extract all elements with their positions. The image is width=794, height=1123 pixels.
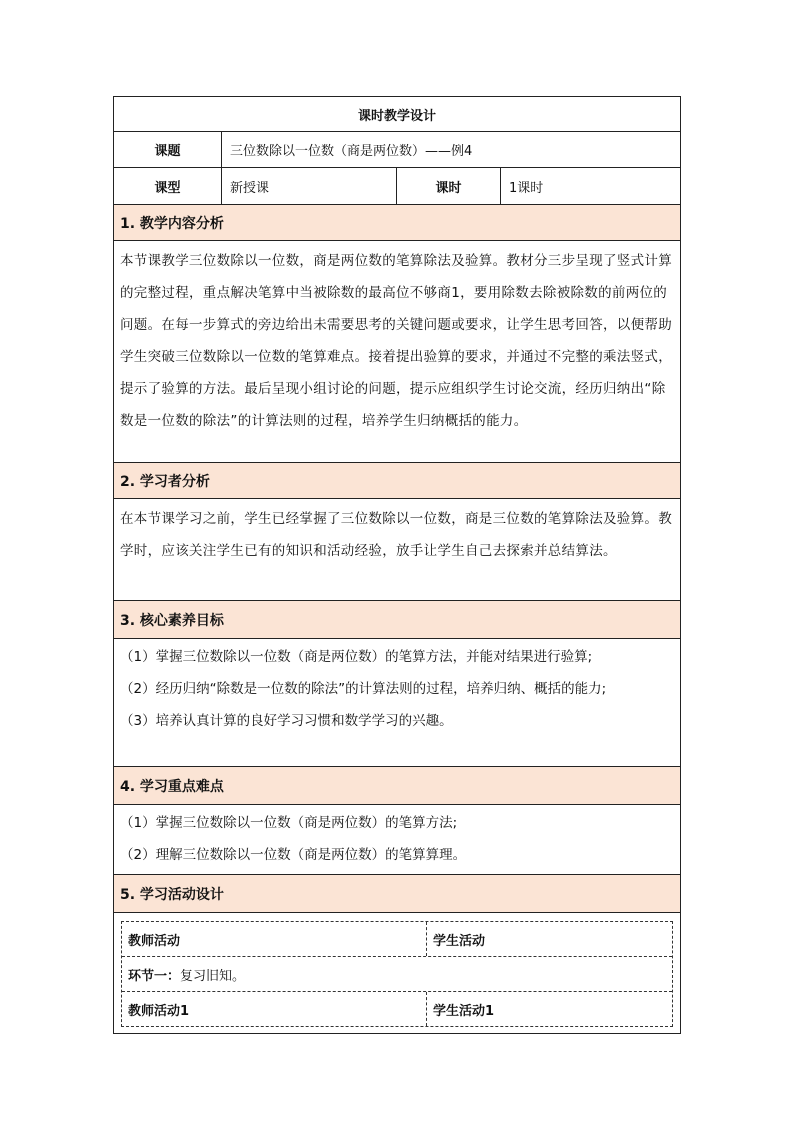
activity-row-1 <box>122 992 672 1026</box>
topic-row <box>114 132 680 168</box>
teacher-activity-header: 教师活动 <box>122 922 427 956</box>
step-cell <box>122 957 672 991</box>
goal-item: （2）经历归纳“除数是一位数的除法”的计算法则的过程，培养归纳、概括的能力; <box>120 681 607 697</box>
section-1-text <box>114 241 680 462</box>
section-body <box>114 639 680 767</box>
activity-row <box>114 913 680 1033</box>
section-1-heading: 1. 教学内容分析 <box>120 215 224 232</box>
section-4-list <box>114 805 474 874</box>
meta-row <box>114 168 680 205</box>
section-heading <box>114 767 680 805</box>
section-body <box>114 805 680 875</box>
section-2-text <box>114 499 680 600</box>
teacher-activity-1: 教师活动1 <box>122 992 427 1026</box>
section-body <box>114 241 680 463</box>
student-activity-1: 学生活动1 <box>433 1003 495 1019</box>
activity-table <box>121 921 673 1027</box>
learner-analysis-text: 在本节课学习之前，学生已经掌握了三位数除以一位数，商是三位数的笔算除法及验算。教学时，应该关注学生已有的知识和活动经验，放手让学生自己去探索并总结算法。 <box>120 511 672 559</box>
topic-value: 三位数除以一位数（商是两位数）——例4 <box>230 144 473 159</box>
type-label: 课型 <box>114 168 222 204</box>
content-analysis-text: 本节课教学三位数除以一位数，商是两位数的笔算除法及验算。教材分三步呈现了竖式计算的完整过程，重点解决笔算中当被除数的最高位不够商1，要用除数去除被除数的前两位的问题。在每一步算式的旁边给出未需要思考的关键问题或要求，让学生思考回答，以便帮助学生突破三位数除以一位数的笔算难点。接着提出验算的要求，并通过不完整的乘法竖式，提示了验算的方法。最后呈现小组讨论的问题，提示应组织学生讨论交流，经历归纳出“除数是一位数的除法”的计算法则的过程，培养学生归纳概括的能力。 <box>120 253 672 429</box>
section-heading <box>114 875 680 913</box>
goal-item: （1）掌握三位数除以一位数（商是两位数）的笔算方法，并能对结果进行验算; <box>120 649 593 665</box>
goal-item: （3）培养认真计算的良好学习习惯和数学学习的兴趣。 <box>120 713 453 729</box>
activity-step-row <box>122 957 672 992</box>
section-heading <box>114 205 680 241</box>
focus-item: （2）理解三位数除以一位数（商是两位数）的笔算算理。 <box>120 847 467 863</box>
section-4-heading: 4. 学习重点难点 <box>120 778 224 795</box>
section-body <box>114 499 680 601</box>
activity-header-row <box>122 922 672 957</box>
lesson-plan-table <box>113 96 681 1034</box>
student-activity-header: 学生活动 <box>433 933 486 949</box>
hours-label: 课时 <box>397 168 501 204</box>
step-text: 复习旧知。 <box>180 968 246 984</box>
topic-label: 课题 <box>114 132 222 167</box>
type-value: 新授课 <box>222 168 397 204</box>
focus-item: （1）掌握三位数除以一位数（商是两位数）的笔算方法; <box>120 815 458 831</box>
doc-title: 课时教学设计 <box>357 108 436 124</box>
hours-value: 1课时 <box>509 180 544 196</box>
section-2-heading: 2. 学习者分析 <box>120 473 210 490</box>
section-3-list <box>114 639 614 766</box>
section-heading <box>114 463 680 499</box>
step-label: 环节一： <box>128 968 181 984</box>
title-row <box>114 97 680 132</box>
activity-wrap <box>114 913 680 1033</box>
section-5-heading: 5. 学习活动设计 <box>120 886 224 903</box>
section-3-heading: 3. 核心素养目标 <box>120 612 224 629</box>
section-heading <box>114 601 680 639</box>
